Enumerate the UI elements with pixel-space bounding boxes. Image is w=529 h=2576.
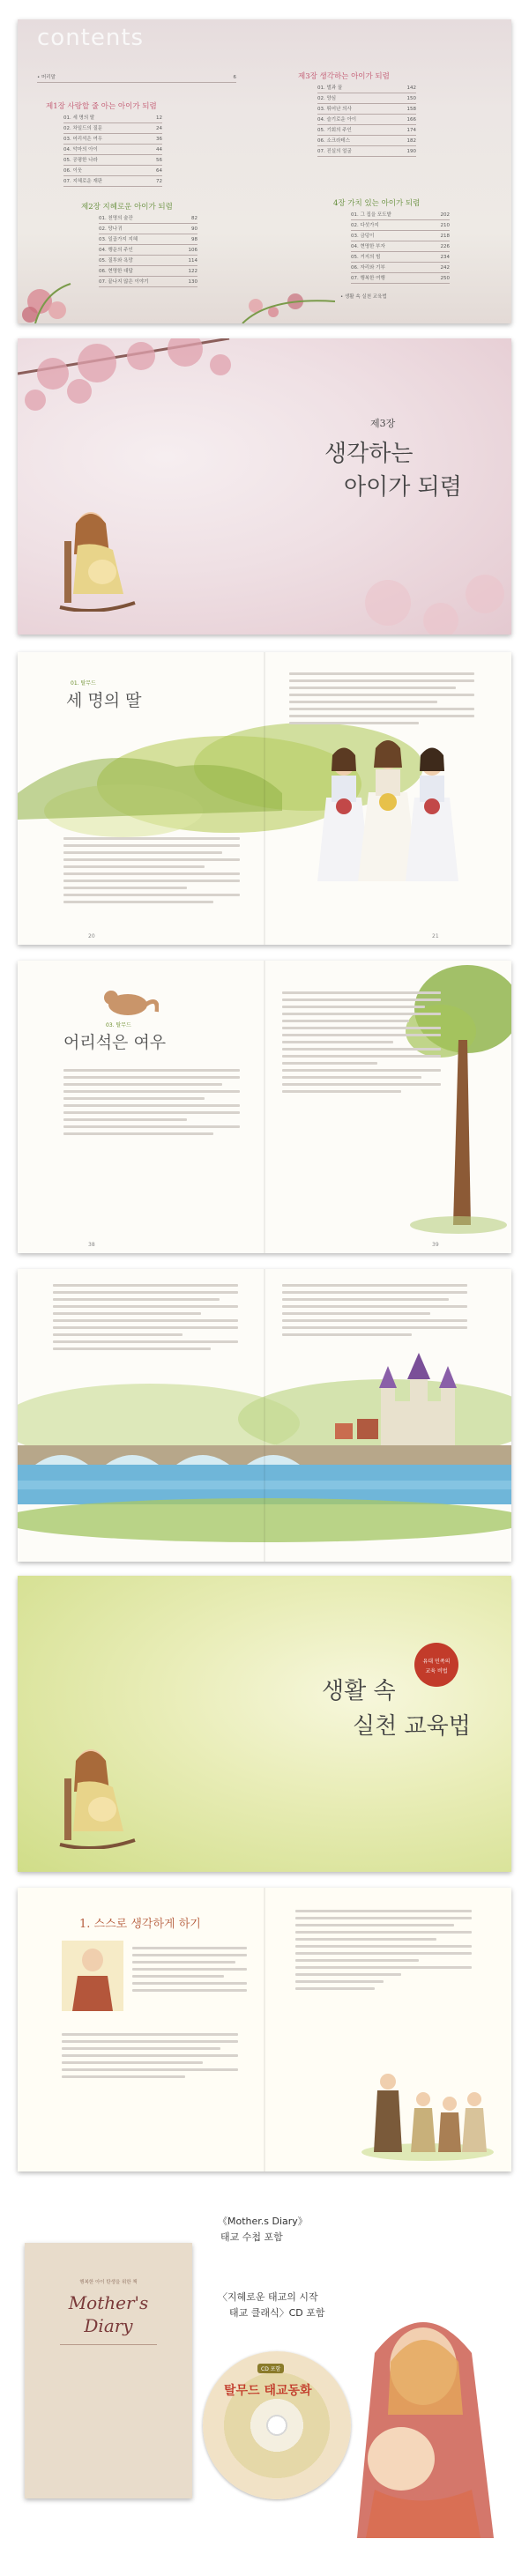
toc-item-label: 07. 지혜로운 재판 xyxy=(63,179,103,184)
family-illustration xyxy=(361,2064,494,2161)
story-spread-three-daughters xyxy=(18,652,511,945)
toc-item-page: 90 xyxy=(191,226,197,232)
chapter3-title-line2: 아이가 되렴 xyxy=(344,474,462,501)
toc-intro[interactable] xyxy=(37,74,236,83)
toc-item[interactable] xyxy=(63,115,162,123)
toc-item-label: 05. 거지의 힘 xyxy=(351,255,381,260)
toc-item[interactable] xyxy=(99,247,197,256)
story2-number: 03. 탈무드 xyxy=(106,1022,131,1028)
toc-item-label: 06. 현명한 대답 xyxy=(99,269,133,274)
toc-item-page: 82 xyxy=(191,216,197,221)
toc-item-page: 218 xyxy=(440,234,450,239)
toc-item[interactable] xyxy=(351,212,450,220)
toc-item-page: 234 xyxy=(440,255,450,260)
toc-item-label: 03. 금덩이 xyxy=(351,234,375,239)
chapter3-title-line1: 생각하는 xyxy=(324,441,414,467)
spread-gutter xyxy=(264,961,265,1253)
story2-body-left xyxy=(63,1065,240,1140)
three-daughters-illustration xyxy=(317,736,458,886)
toc-item[interactable] xyxy=(351,233,450,241)
toc-item-label: 03. 일곱가지 지혜 xyxy=(99,237,138,242)
toc-item-page: 202 xyxy=(440,212,450,218)
diary-cover-divider xyxy=(60,2344,157,2345)
toc-item-label: 07. 행복한 여행 xyxy=(351,276,385,281)
toc-item[interactable] xyxy=(63,178,162,187)
section1-body-right xyxy=(295,1905,472,1994)
badge-line1: 유대 민족의 xyxy=(422,1659,451,1665)
story-spread-castle xyxy=(18,1269,511,1562)
toc-item[interactable] xyxy=(317,148,416,157)
toc-item[interactable] xyxy=(99,268,197,277)
toc-item[interactable] xyxy=(351,222,450,231)
toc-item-label: 05. 공평한 나라 xyxy=(63,158,98,163)
teacher-illustration xyxy=(62,1941,123,2011)
toc-item[interactable] xyxy=(351,254,450,263)
story1-body-right xyxy=(289,668,474,729)
toc-item[interactable] xyxy=(99,257,197,266)
toc-item-label: 01. 천명의 술잔 xyxy=(99,216,133,221)
toc-item[interactable] xyxy=(317,95,416,104)
diary-cover-title1: Mother's xyxy=(68,2292,149,2313)
page-number-right: 39 xyxy=(432,1242,439,1248)
cd-label-line2: 태교 클래식〉CD 포함 xyxy=(229,2307,325,2319)
toc-item-page: 182 xyxy=(406,138,416,144)
toc-item[interactable] xyxy=(63,146,162,155)
contents-logo: contents xyxy=(37,25,145,51)
toc-item[interactable] xyxy=(317,106,416,115)
toc-item-label: 05. 질투와 욕망 xyxy=(99,258,133,264)
flower-decoration-right xyxy=(238,266,344,323)
toc-item-page: 174 xyxy=(406,128,416,133)
practice-title-line1: 생활 속 xyxy=(322,1678,396,1704)
toc-item-label: 06. 이웃 xyxy=(63,168,83,174)
toc-item-label: 04. 현명한 부자 xyxy=(351,244,385,249)
toc-item-label: 02. 다섯가지 xyxy=(351,223,379,228)
toc-item[interactable] xyxy=(317,137,416,146)
chapter3-label: 제3장 xyxy=(370,418,396,429)
fox-illustration xyxy=(97,978,159,1018)
toc-item[interactable] xyxy=(99,215,197,224)
cd-disc xyxy=(203,2351,351,2499)
toc-intro-label: • 머리말 xyxy=(37,75,56,80)
toc-item-page: 12 xyxy=(156,115,162,121)
cd-title: 탈무드 태교동화 xyxy=(224,2384,312,2398)
toc-intro-page: 6 xyxy=(233,75,236,80)
chapter3-spread xyxy=(18,338,511,635)
toc-item-page: 98 xyxy=(191,237,197,242)
toc-item-page: 210 xyxy=(440,223,450,228)
toc-item[interactable] xyxy=(351,264,450,273)
story-spread-foolish-fox xyxy=(18,961,511,1253)
section1-body-left2 xyxy=(62,2029,238,2082)
toc-item[interactable] xyxy=(99,226,197,234)
mothers-diary-cover xyxy=(25,2243,192,2498)
diary-cover-top: 행복한 아이 탄생을 위한 책 xyxy=(79,2280,138,2285)
cd-badge: CD 포함 xyxy=(257,2364,284,2373)
rocking-chair-woman-illustration xyxy=(51,1743,148,1849)
story1-body-left xyxy=(63,833,240,908)
toc-item-label: 04. 악마의 아이 xyxy=(63,147,98,152)
story2-title: 어리석은 여우 xyxy=(63,1033,167,1052)
toc-item-label: 07. 진실의 얼굴 xyxy=(317,149,352,154)
toc-item-label: 04. 슬기로운 아이 xyxy=(317,117,357,122)
toc-footer[interactable]: • 생활 속 실천 교육법 xyxy=(340,294,387,300)
toc-item-page: 250 xyxy=(440,276,450,281)
toc-item-page: 142 xyxy=(406,85,416,91)
toc-item[interactable] xyxy=(99,236,197,245)
toc-item-label: 01. 벌과 꿀 xyxy=(317,85,343,91)
toc-item[interactable] xyxy=(63,167,162,176)
badge-line2: 교육 비법 xyxy=(425,1668,448,1674)
toc-item-label: 03. 어리석은 여우 xyxy=(63,137,103,142)
toc-item-label: 02. 차일드의 질문 xyxy=(63,126,103,131)
toc-ch3-title: 제3장 생각하는 아이가 되렴 xyxy=(298,72,390,81)
story1-number: 01. 탈무드 xyxy=(71,680,96,687)
toc-item[interactable] xyxy=(99,278,197,287)
toc-item-page: 190 xyxy=(406,149,416,154)
flower-decoration-left xyxy=(18,266,88,323)
spread-gutter xyxy=(264,1888,265,2171)
toc-item[interactable] xyxy=(351,243,450,252)
toc-item-label: 04. 행운의 주인 xyxy=(99,248,133,253)
toc-item-page: 226 xyxy=(440,244,450,249)
toc-ch1-title: 제1장 사랑할 줄 아는 아이가 되렴 xyxy=(46,102,157,111)
page-number-left: 38 xyxy=(88,1242,95,1248)
toc-item[interactable] xyxy=(317,85,416,93)
story-body-left xyxy=(53,1280,238,1355)
toc-item-page: 114 xyxy=(188,258,197,264)
mothers-diary-sublabel: 태교 수첩 포함 xyxy=(220,2231,283,2243)
toc-spread xyxy=(18,19,511,323)
toc-item-page: 166 xyxy=(406,117,416,122)
section1-heading: 1. 스스로 생각하게 하기 xyxy=(79,1918,201,1931)
toc-item[interactable] xyxy=(317,116,416,125)
section1-body-left xyxy=(132,1942,247,1996)
toc-item-label: 02. 양심 xyxy=(317,96,337,101)
toc-item[interactable] xyxy=(351,275,450,284)
toc-item-page: 150 xyxy=(406,96,416,101)
spread-gutter xyxy=(264,652,265,945)
toc-item-page: 106 xyxy=(188,248,197,253)
diary-cover-title2: Diary xyxy=(84,2315,133,2336)
cd-label-line1: 〈지혜로운 태교의 시작 xyxy=(218,2291,318,2303)
toc-item[interactable] xyxy=(317,127,416,136)
toc-item-page: 44 xyxy=(156,147,162,152)
practice-badge xyxy=(414,1643,458,1687)
toc-item-page: 130 xyxy=(188,279,197,285)
toc-item-page: 24 xyxy=(156,126,162,131)
toc-item-label: 06. 소크라테스 xyxy=(317,138,351,144)
practice-chapter-spread xyxy=(18,1576,511,1872)
practice-detail-spread xyxy=(18,1888,511,2171)
page-number-right: 21 xyxy=(432,933,439,939)
toc-item-page: 158 xyxy=(406,107,416,112)
toc-item[interactable] xyxy=(63,136,162,145)
story2-body-right xyxy=(282,987,441,1097)
toc-item-label: 03. 뛰어난 의사 xyxy=(317,107,352,112)
story1-title: 세 명의 딸 xyxy=(66,691,142,710)
toc-item-page: 36 xyxy=(156,137,162,142)
toc-item-label: 01. 그 집을 포도밭 xyxy=(351,212,391,218)
toc-item-page: 72 xyxy=(156,179,162,184)
mother-child-illustration xyxy=(339,2283,511,2538)
practice-title-line2: 실천 교육법 xyxy=(353,1713,471,1740)
story-body-right xyxy=(282,1280,467,1340)
mothers-diary-label: 《Mother.s Diary》 xyxy=(218,2216,308,2227)
toc-item-page: 242 xyxy=(440,265,450,271)
toc-item-label: 05. 기회의 주인 xyxy=(317,128,352,133)
toc-item-page: 64 xyxy=(156,168,162,174)
spread-gutter xyxy=(264,1269,265,1562)
toc-item[interactable] xyxy=(63,157,162,166)
toc-item-page: 56 xyxy=(156,158,162,163)
page-number-left: 20 xyxy=(88,933,95,939)
toc-item[interactable] xyxy=(63,125,162,134)
toc-ch4-title: 4장 가치 있는 아이가 되렴 xyxy=(333,199,421,208)
rocking-chair-woman-illustration xyxy=(51,506,148,612)
toc-item-label: 01. 세 명의 딸 xyxy=(63,115,95,121)
toc-ch2-title: 제2장 지혜로운 아이가 되렴 xyxy=(81,203,173,212)
toc-item-page: 122 xyxy=(188,269,197,274)
toc-item-label: 06. 자리와 기부 xyxy=(351,265,385,271)
toc-item-label: 07. 끝나지 않은 이야기 xyxy=(99,279,149,285)
toc-item-label: 02. 당나귀 xyxy=(99,226,123,232)
